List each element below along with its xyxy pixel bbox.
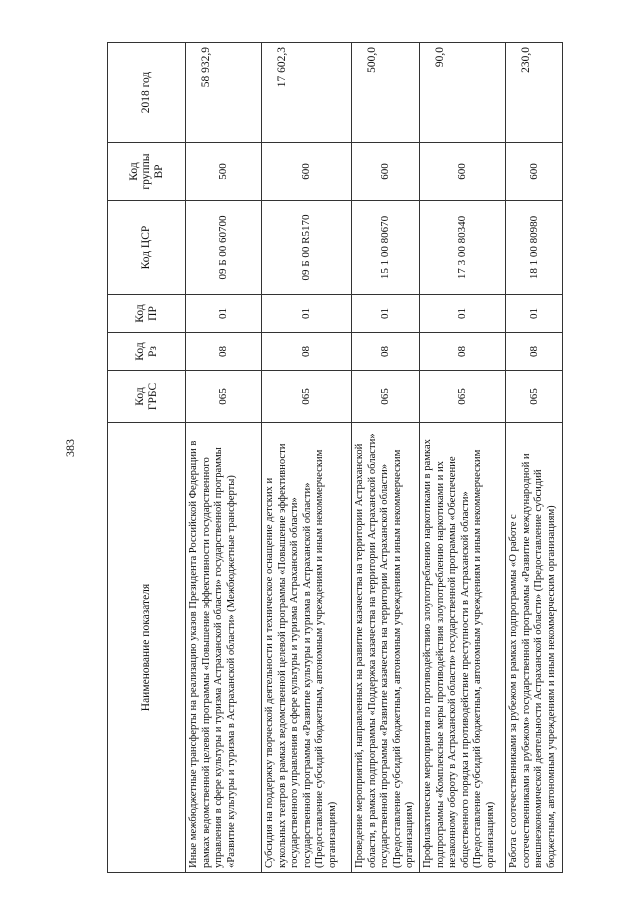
cell-grbs: 065 bbox=[352, 371, 420, 423]
header-grbs: Код ГРБС bbox=[108, 371, 186, 423]
header-name: Наименование показателя bbox=[108, 423, 186, 873]
cell-rz: 08 bbox=[186, 333, 262, 371]
cell-grbs: 065 bbox=[506, 371, 563, 423]
cell-grbs: 065 bbox=[420, 371, 506, 423]
cell-name: Субсидия на поддержку творческой деятельности и техническое оснащение детских и кукольных театров в рамках ведомственной целевой программы «Повышение эффективности государственного управления в сфере культуры и туризма Астраханской области» государственной программы «Развитие культуры и туризма в Астраханской области» (Предоставление субсидий бюджетным, автономным учреждениям и иным некоммерческим организациям) bbox=[262, 423, 352, 873]
cell-rz: 08 bbox=[352, 333, 420, 371]
cell-pr: 01 bbox=[420, 295, 506, 333]
cell-pr: 01 bbox=[262, 295, 352, 333]
cell-amount: 500,0 bbox=[352, 43, 420, 143]
table-row bbox=[506, 43, 563, 873]
cell-csr: 09 Б 00 60700 bbox=[186, 201, 262, 295]
budget-table bbox=[107, 42, 563, 873]
cell-vr: 600 bbox=[352, 143, 420, 201]
cell-grbs: 065 bbox=[262, 371, 352, 423]
cell-csr: 17 3 00 80340 bbox=[420, 201, 506, 295]
table-row bbox=[262, 43, 352, 873]
cell-grbs: 065 bbox=[186, 371, 262, 423]
cell-vr: 600 bbox=[420, 143, 506, 201]
cell-name: Профилактические мероприятия по противодействию злоупотреблению наркотиками в рамках подпрограммы «Комплексные меры противодействия злоупотреблению наркотиками и их незаконному обороту в Астраханской области» государственной программы «Обеспечение общественного порядка и противодействие преступности в Астраханской области» (Предоставление субсидий бюджетным, автономным учреждениям и иным некоммерческим организациям) bbox=[420, 423, 506, 873]
cell-pr: 01 bbox=[352, 295, 420, 333]
cell-vr: 600 bbox=[506, 143, 563, 201]
header-pr: Код ПР bbox=[108, 295, 186, 333]
header-csr: Код ЦСР bbox=[108, 201, 186, 295]
header-vr: Код группы ВР bbox=[108, 143, 186, 201]
cell-amount: 90,0 bbox=[420, 43, 506, 143]
cell-rz: 08 bbox=[506, 333, 563, 371]
cell-csr: 18 1 00 80980 bbox=[506, 201, 563, 295]
header-rz: Код Рз bbox=[108, 333, 186, 371]
cell-pr: 01 bbox=[186, 295, 262, 333]
header-year: 2018 год bbox=[108, 43, 186, 143]
cell-rz: 08 bbox=[262, 333, 352, 371]
cell-vr: 600 bbox=[262, 143, 352, 201]
table-row bbox=[420, 43, 506, 873]
table-row bbox=[352, 43, 420, 873]
page-number: 383 bbox=[63, 439, 77, 457]
cell-name: Проведение мероприятий, направленных на развитие казачества на территории Астраханской области, в рамках подпрограммы «Поддержка казачества на территории Астраханской области» государственной программы «Развитие казачества на территории Астраханской области» (Предоставление субсидий бюджетным, автономным учреждениям и иным некоммерческим организациям) bbox=[352, 423, 420, 873]
rotated-table-container bbox=[107, 43, 562, 873]
cell-vr: 500 bbox=[186, 143, 262, 201]
header-row bbox=[108, 43, 186, 873]
cell-rz: 08 bbox=[420, 333, 506, 371]
cell-amount: 230,0 bbox=[506, 43, 563, 143]
cell-name: Работа с соотечественниками за рубежом в рамках подпрограммы «О работе с соотечественниками за рубежом» государственной программы «Развитие международной и внешнеэкономической деятельности Астраханской области» (Предоставление субсидий бюджетным, автономным учреждениям и иным некоммерческим организациям) bbox=[506, 423, 563, 873]
table-row bbox=[186, 43, 262, 873]
cell-name: Иные межбюджетные трансферты на реализацию указов Президента Российской Федерации в рамках ведомственной целевой программы «Повышение эффективности государственного управления в сфере культуры и туризма Астраханской области» государственной программы «Развитие культуры и туризма в Астраханской области» (Межбюджетные трансферты) bbox=[186, 423, 262, 873]
cell-amount: 58 932,9 bbox=[186, 43, 262, 143]
cell-pr: 01 bbox=[506, 295, 563, 333]
cell-csr: 09 Б 00 R5170 bbox=[262, 201, 352, 295]
cell-csr: 15 1 00 80670 bbox=[352, 201, 420, 295]
cell-amount: 17 602,3 bbox=[262, 43, 352, 143]
